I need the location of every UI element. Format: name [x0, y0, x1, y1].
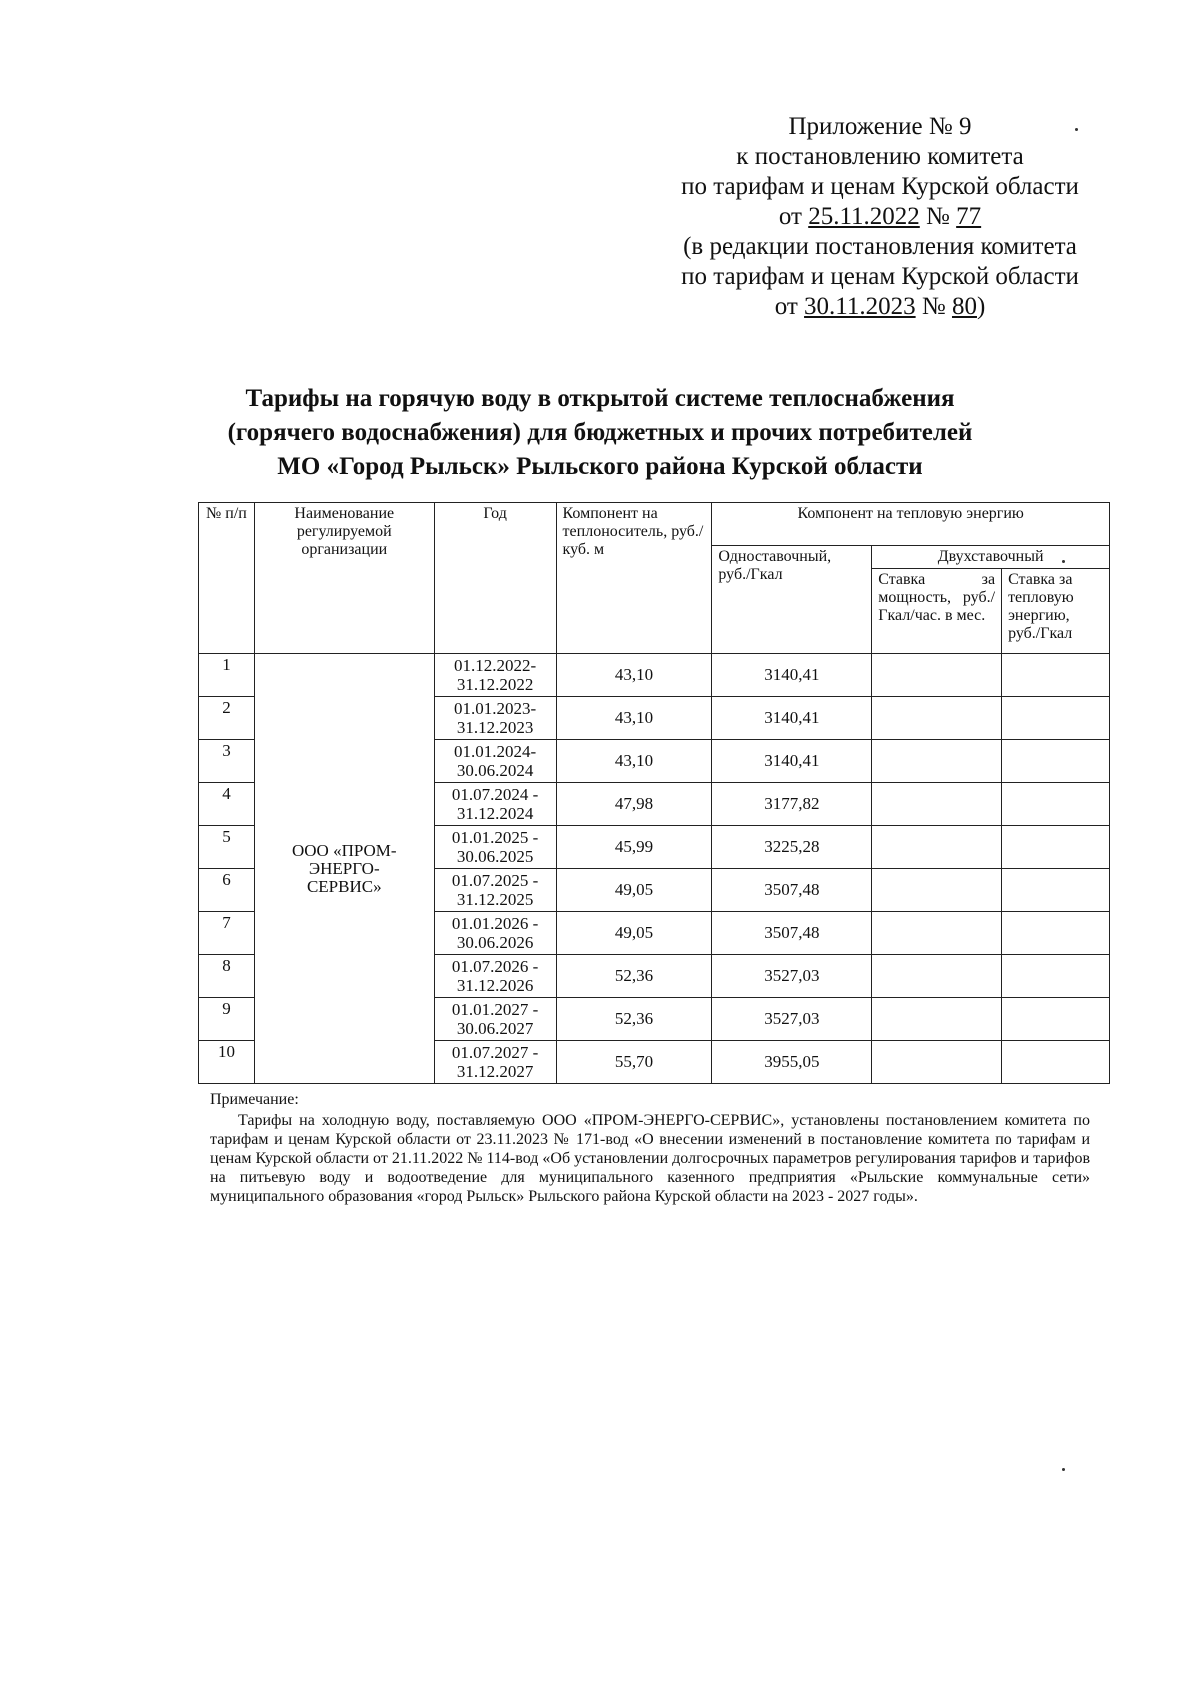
row-number: 10 — [199, 1041, 255, 1084]
carrier-value: 49,05 — [556, 912, 712, 955]
appendix-line: к постановлению комитета — [736, 143, 1024, 170]
period-to: 30.06.2026 — [456, 933, 534, 952]
period-from: 01.07.2027 - — [451, 1043, 539, 1062]
header-double: Двухставочный — [872, 546, 1110, 569]
amendment-date: 30.11.2023 — [804, 293, 916, 320]
rate-power-value — [872, 955, 1002, 998]
carrier-value: 43,10 — [556, 697, 712, 740]
rate-power-value — [872, 740, 1002, 783]
appendix-line: по тарифам и ценам Курской области — [681, 173, 1079, 200]
header-single: Одноставочный, руб./Гкал — [712, 546, 872, 654]
rate-power-value — [872, 869, 1002, 912]
carrier-value: 45,99 — [556, 826, 712, 869]
period-from: 01.01.2026 - — [451, 914, 539, 933]
resolution-number: 77 — [956, 203, 982, 230]
document-title: Тарифы на горячую воду в открытой системе теплоснабжения (горячего водоснабжения) для бюджетных и прочих потребителей МО «Город Рыльск» Рыльского района Курской области — [227, 385, 973, 480]
rate-energy-value — [1002, 912, 1110, 955]
single-rate-value: 3507,48 — [712, 869, 872, 912]
rate-power-value — [872, 998, 1002, 1041]
carrier-value: 52,36 — [556, 998, 712, 1041]
rate-energy-value — [1002, 955, 1110, 998]
carrier-value: 43,10 — [556, 654, 712, 697]
rate-power-value — [872, 912, 1002, 955]
single-rate-value: 3140,41 — [712, 740, 872, 783]
scan-speck — [1062, 1468, 1065, 1471]
amendment-number: 80 — [951, 293, 977, 320]
organization-name: ООО «ПРОМ-ЭНЕРГО-СЕРВИС» — [254, 654, 434, 1084]
period-to: 30.06.2024 — [456, 761, 534, 780]
row-number: 4 — [199, 783, 255, 826]
header-rate-energy: Ставка за тепловую энергию, руб./Гкал — [1002, 569, 1110, 654]
rate-energy-value — [1002, 869, 1110, 912]
row-number: 5 — [199, 826, 255, 869]
period-to: 31.12.2027 — [456, 1062, 534, 1081]
appendix-line: по тарифам и ценам Курской области — [681, 263, 1079, 290]
rate-power-value — [872, 654, 1002, 697]
period-from: 01.07.2024 - — [451, 785, 539, 804]
period-to: 31.12.2022 — [456, 675, 534, 694]
rate-energy-value — [1002, 783, 1110, 826]
period-cell — [434, 912, 556, 955]
period-cell — [434, 826, 556, 869]
period-from: 01.01.2025 - — [451, 828, 539, 847]
rate-energy-value — [1002, 654, 1110, 697]
single-rate-value: 3955,05 — [712, 1041, 872, 1084]
rate-power-value — [872, 697, 1002, 740]
period-cell — [434, 697, 556, 740]
period-cell — [434, 654, 556, 697]
period-to: 31.12.2025 — [456, 890, 534, 909]
note-section — [210, 1090, 1090, 1206]
rate-power-value — [872, 783, 1002, 826]
period-to: 31.12.2026 — [456, 976, 534, 995]
period-from: 01.01.2027 - — [451, 1000, 539, 1019]
period-cell — [434, 783, 556, 826]
header-num: № п/п — [199, 503, 255, 654]
period-to: 31.12.2024 — [456, 804, 534, 823]
single-rate-value: 3140,41 — [712, 654, 872, 697]
single-rate-value: 3225,28 — [712, 826, 872, 869]
single-rate-value: 3507,48 — [712, 912, 872, 955]
period-to: 30.06.2025 — [456, 847, 534, 866]
rate-power-value — [872, 1041, 1002, 1084]
period-from: 01.01.2023- — [454, 699, 537, 718]
rate-energy-value — [1002, 826, 1110, 869]
rate-energy-value — [1002, 1041, 1110, 1084]
row-number: 6 — [199, 869, 255, 912]
appendix-resolution-ref: от 25.11.2022 № 77 — [778, 203, 982, 230]
header-year: Год — [434, 503, 556, 654]
period-from: 01.12.2022- — [454, 656, 537, 675]
note-label: Примечание: — [210, 1091, 299, 1108]
header-rate-power: Ставка за мощность, руб./Гкал/час. в мес. — [872, 569, 1002, 654]
row-number: 8 — [199, 955, 255, 998]
appendix-header — [640, 112, 1120, 322]
appendix-line: (в редакции постановления комитета — [683, 233, 1077, 260]
single-rate-value: 3527,03 — [712, 998, 872, 1041]
scan-speck — [1062, 560, 1065, 563]
single-rate-value: 3177,82 — [712, 783, 872, 826]
single-rate-value: 3140,41 — [712, 697, 872, 740]
rate-power-value — [872, 826, 1002, 869]
period-cell — [434, 955, 556, 998]
period-from: 01.01.2024- — [454, 742, 537, 761]
carrier-value: 47,98 — [556, 783, 712, 826]
rate-energy-value — [1002, 998, 1110, 1041]
scan-speck — [1075, 128, 1078, 131]
period-from: 01.07.2026 - — [451, 957, 539, 976]
period-to: 30.06.2027 — [456, 1019, 534, 1038]
single-rate-value: 3527,03 — [712, 955, 872, 998]
period-cell — [434, 869, 556, 912]
period-cell — [434, 1041, 556, 1084]
carrier-value: 43,10 — [556, 740, 712, 783]
tariff-table — [198, 502, 1110, 1084]
carrier-value: 55,70 — [556, 1041, 712, 1084]
appendix-line: Приложение № 9 — [788, 113, 972, 140]
period-from: 01.07.2025 - — [451, 871, 539, 890]
resolution-date: 25.11.2022 — [808, 203, 920, 230]
period-cell — [434, 998, 556, 1041]
rate-energy-value — [1002, 697, 1110, 740]
table-header-row — [199, 503, 1110, 546]
row-number: 7 — [199, 912, 255, 955]
carrier-value: 49,05 — [556, 869, 712, 912]
row-number: 1 — [199, 654, 255, 697]
carrier-value: 52,36 — [556, 955, 712, 998]
row-number: 3 — [199, 740, 255, 783]
header-energy: Компонент на тепловую энергию — [712, 503, 1110, 546]
period-cell — [434, 740, 556, 783]
row-number: 2 — [199, 697, 255, 740]
period-to: 31.12.2023 — [456, 718, 534, 737]
appendix-amendment-ref: от 30.11.2023 № 80) — [774, 293, 986, 320]
header-org: Наименование регулируемой организации — [254, 503, 434, 654]
header-carrier: Компонент на теплоноситель, руб./куб. м — [556, 503, 712, 654]
table-row — [199, 654, 1110, 697]
note-text: Тарифы на холодную воду, поставляемую ООО «ПРОМ-ЭНЕРГО-СЕРВИС», установлены постановлением комитета по тарифам и ценам Курской области от 23.11.2023 № 171-вод «О внесении изменений в постановление комитета по тарифам и ценам Курской области от 21.11.2022 № 114-вод «Об установлении долгосрочных параметров регулирования тарифов и тарифов на питьевую воду и водоотведение для муниципального казенного предприятия «Рыльские коммунальные сети» муниципального образования «город Рыльск» Рыльского района Курской области на 2023 - 2027 годы». — [210, 1112, 1090, 1205]
rate-energy-value — [1002, 740, 1110, 783]
row-number: 9 — [199, 998, 255, 1041]
